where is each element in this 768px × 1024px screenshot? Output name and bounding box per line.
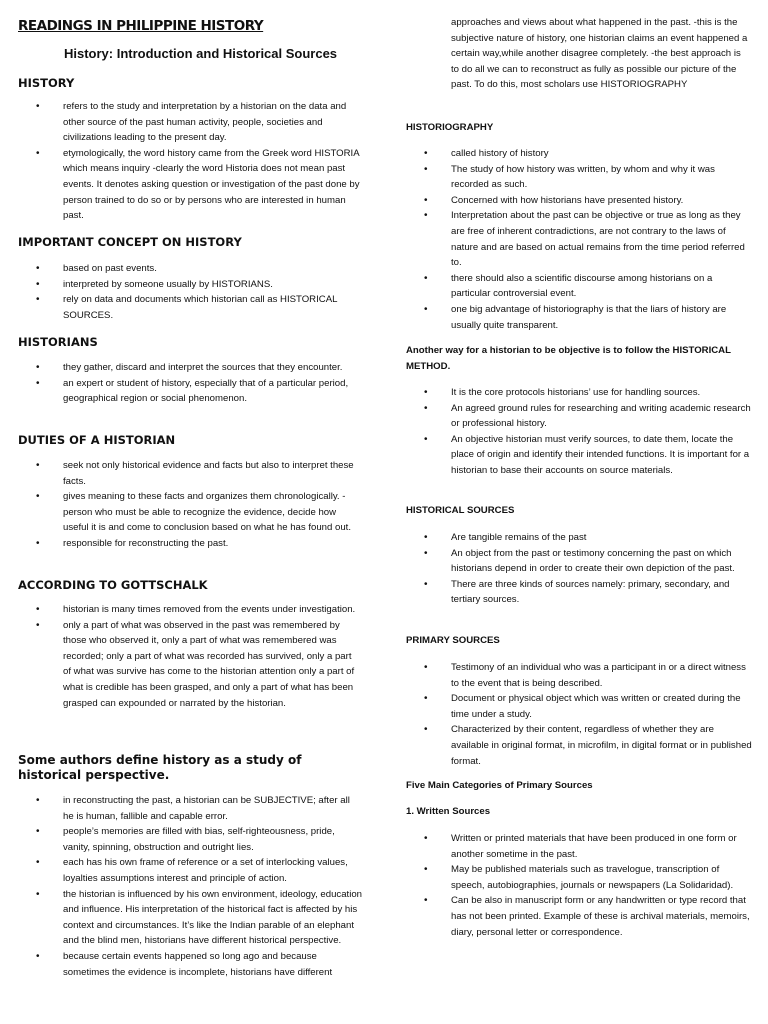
list-item: • Interpretation about the past can be objective or true as long as they are free of inherent contradictions, are not contrary to the laws of nature and are based on actual remains from the time period referred to.	[424, 208, 752, 270]
heading-historians: HISTORIANS	[18, 335, 98, 349]
document-title: READINGS IN PHILIPPINE HISTORY	[18, 18, 264, 34]
list-item: • Testimony of an individual who was a participant in or a direct witness to the event that is being described.	[424, 660, 752, 691]
list-item: • rely on data and documents which historian call as HISTORICAL SOURCES.	[36, 292, 362, 323]
list-item: • seek not only historical evidence and facts but also to interpret these facts.	[36, 458, 362, 489]
heading-perspective: Some authors define history as a study of historical perspective.	[18, 753, 302, 782]
heading-primary-sources: PRIMARY SOURCES	[406, 635, 500, 646]
list-item: • one big advantage of historiography is that the liars of history are usually quite transparent.	[424, 302, 752, 333]
list-item: • There are three kinds of sources namely: primary, secondary, and tertiary sources.	[424, 577, 752, 608]
list-item: • they gather, discard and interpret the sources that they encounter.	[36, 360, 362, 376]
list-item: • An agreed ground rules for researching and writing academic research or professional history.	[424, 401, 752, 432]
heading-historical-method: Another way for a historian to be objective is to follow the HISTORICAL METHOD.	[406, 345, 731, 372]
list-item: • An object from the past or testimony concerning the past on which historians depend in order to create their own depiction of the past.	[424, 546, 752, 577]
historiography-list	[424, 146, 752, 333]
method-list	[424, 385, 752, 479]
list-item: • an expert or student of history, especially that of a particular period, geographical region or social phenomenon.	[36, 376, 362, 407]
heading-five-categories: Five Main Categories of Primary Sources	[406, 780, 593, 791]
heading-important-concept: IMPORTANT CONCEPT ON HISTORY	[18, 235, 242, 249]
list-item: • Are tangible remains of the past	[424, 530, 752, 546]
list-item: • refers to the study and interpretation by a historian on the data and other source of the past human activity, people, societies and civilizations leading to the present day.	[36, 99, 362, 146]
list-item: • gives meaning to these facts and organizes them chronologically. -person who must be able to recognize the evidence, decide how useful it is and come to conclusion based on what he has found out.	[36, 489, 362, 536]
list-item: • Document or physical object which was written or created during the time under a study.	[424, 691, 752, 722]
historians-list	[36, 360, 362, 407]
list-item: • the historian is influenced by his own environment, ideology, education and influence. His interpretation of the historical fact is affected by his context and circumstances. It’s like the Indian parable of an elephant and the blind men, historians have different historical perspective.	[36, 887, 362, 949]
list-item: • called history of history	[424, 146, 752, 162]
list-item: • historian is many times removed from the events under investigation.	[36, 602, 362, 618]
gottschalk-list	[36, 602, 362, 711]
list-item: • based on past events.	[36, 261, 362, 277]
list-item: • there should also a scientific discourse among historians on a particular controversial event.	[424, 271, 752, 302]
heading-gottschalk: ACCORDING TO GOTTSCHALK	[18, 578, 208, 592]
concept-list	[36, 261, 362, 323]
list-item: • An objective historian must verify sources, to date them, locate the place of origin and identify their intended functions. It is important for a historian to base their accounts on source materials.	[424, 432, 752, 479]
document-subtitle: History: Introduction and Historical Sources	[64, 46, 338, 61]
duties-list	[36, 458, 362, 552]
heading-duties: DUTIES OF A HISTORIAN	[18, 433, 176, 447]
primary-list	[424, 660, 752, 769]
sources-list	[424, 530, 752, 608]
list-item: • each has his own frame of reference or a set of interlocking values, loyalties assumptions interest and principle of action.	[36, 855, 362, 886]
list-item: • The study of how history was written, by whom and why it was recorded as such.	[424, 162, 752, 193]
heading-history: HISTORY	[18, 76, 75, 90]
list-item: • people’s memories are filled with bias, self-righteousness, pride, vanity, spinning, obstruction and outright lies.	[36, 824, 362, 855]
list-item: • Written or printed materials that have been produced in one form or another sometime in the past.	[424, 831, 752, 862]
list-item: • in reconstructing the past, a historian can be SUBJECTIVE; after all he is human, fallible and capable error.	[36, 793, 362, 824]
history-list	[36, 99, 362, 224]
heading-written-sources: 1. Written Sources	[406, 806, 491, 817]
heading-historical-sources: HISTORICAL SOURCES	[406, 505, 515, 516]
list-item: • only a part of what was observed in the past was remembered by those who observed it, only a part of what was remembered was recorded; only a part of what was recorded has survived, only a part of what was survive has come to the historian attention only a part of what is credible has been grasped, and only a part of what has been grasped can expounded or narrated by the historian.	[36, 618, 362, 712]
list-item: • It is the core protocols historians’ use for handling sources.	[424, 385, 752, 401]
written-list	[424, 831, 752, 940]
list-item: • Can be also in manuscript form or any handwritten or type record that has not been printed. Example of these is archival materials, memoirs, diary, personal letter or correspondence.	[424, 893, 752, 940]
continuation-paragraph: approaches and views about what happened in the past. -this is the subjective nature of history, one historian claims an event happened a certain way,while another disagree completely. -the best approach is to do all we can to reconstruct as fully as possible our picture of the past. To do this, most scholars use HISTORIOGRAPHY	[451, 17, 748, 91]
heading-historiography: HISTORIOGRAPHY	[406, 122, 494, 133]
list-item: • May be published materials such as travelogue, transcription of speech, autobiographies, journals or newspapers (La Solidaridad).	[424, 862, 752, 893]
list-item: • responsible for reconstructing the past.	[36, 536, 362, 552]
list-item: • etymologically, the word history came from the Greek word HISTORIA which means inquiry -clearly the word Historia does not mean past events. It denotes asking question or investigation of the past done by person trained to do so or by persons who are interested in human past.	[36, 146, 362, 224]
perspective-list	[36, 793, 362, 980]
list-item: • Characterized by their content, regardless of whether they are available in original format, in microfilm, in digital format or in published format.	[424, 722, 752, 769]
list-item: • because certain events happened so long ago and because sometimes the evidence is incomplete, historians have different	[36, 949, 362, 980]
list-item: • interpreted by someone usually by HISTORIANS.	[36, 277, 362, 293]
list-item: • Concerned with how historians have presented history.	[424, 193, 752, 209]
